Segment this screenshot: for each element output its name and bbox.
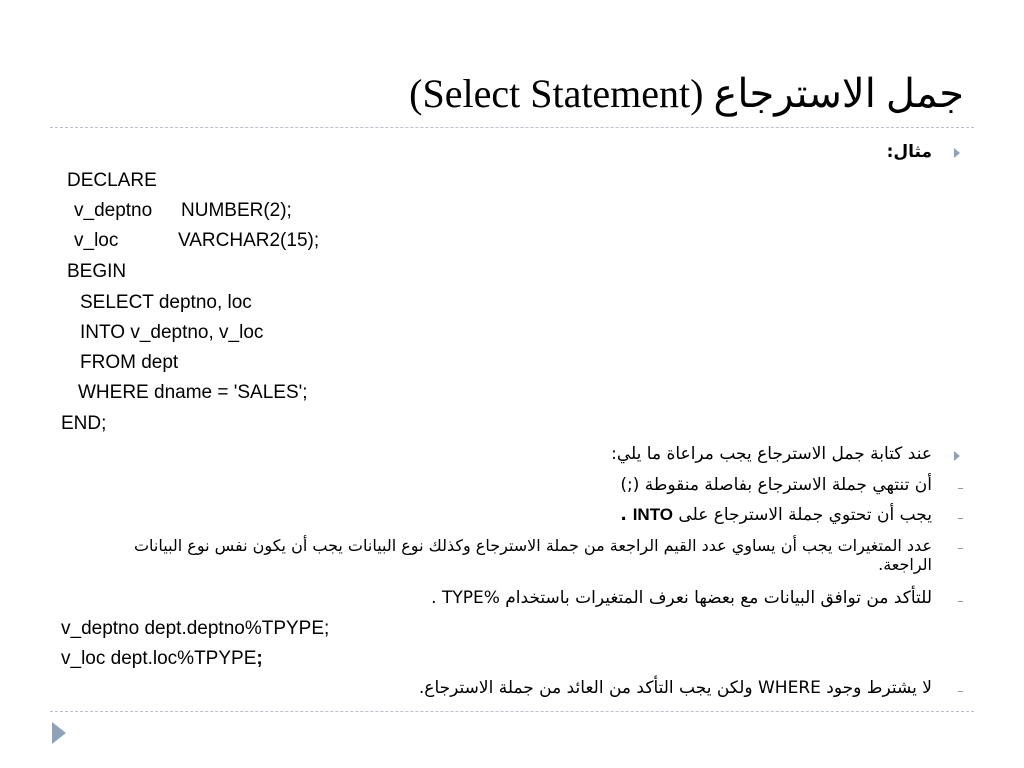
- code-from: FROM dept: [80, 352, 179, 373]
- code-var2-type: VARCHAR2(15);: [178, 230, 320, 251]
- type-example-loc: [61, 648, 263, 670]
- rule-into-text: يجب أن تحتوي جملة الاسترجاع على: [673, 505, 932, 525]
- rule-into-end: .: [620, 505, 633, 525]
- type-example-deptno: v_deptno dept.deptno%TPYPE;: [61, 618, 330, 639]
- code-var2-name: v_loc: [74, 230, 119, 251]
- code-declare: DECLARE: [67, 170, 157, 191]
- code-where: WHERE dname = 'SALES';: [78, 382, 308, 403]
- sub-bullet-dash-icon: [958, 488, 963, 489]
- title-divider: [50, 127, 974, 128]
- rule-semicolon: أن تنتهي جملة الاسترجاع بفاصلة منقوطة (;): [620, 475, 932, 495]
- bullet-triangle-icon: [954, 451, 960, 461]
- slide-title: جمل الاسترجاع (Select Statement): [409, 71, 964, 116]
- code-end: END;: [61, 413, 107, 434]
- rules-intro: عند كتابة جمل الاسترجاع يجب مراعاة ما يلي:: [611, 444, 932, 464]
- footer-divider: [50, 711, 974, 712]
- rule-where-optional: لا يشترط وجود WHERE ولكن يجب التأكد من العائد من جملة الاسترجاع.: [418, 678, 932, 698]
- sub-bullet-dash-icon: [958, 691, 963, 692]
- code-var1-name: v_deptno: [74, 200, 153, 221]
- type-example-loc-text: v_loc dept.loc%TPYPE: [61, 648, 257, 669]
- type-example-loc-semicolon: ;: [256, 648, 263, 669]
- code-into: INTO v_deptno, v_loc: [80, 322, 264, 343]
- example-label: مثال:: [886, 142, 932, 162]
- bullet-triangle-icon: [954, 148, 960, 158]
- code-var1-type: NUMBER(2);: [181, 200, 292, 221]
- rule-into: [620, 505, 932, 525]
- code-select: SELECT deptno, loc: [80, 292, 252, 313]
- sub-bullet-dash-icon: [958, 601, 963, 602]
- rule-variable-count: عدد المتغيرات يجب أن يساوي عدد القيم الراجعة من جملة الاسترجاع وكذلك نوع البيانات يجب أن يكون نفس نوع البيانات الراجعة.: [133, 536, 932, 574]
- rule-type-attribute: للتأكد من توافق البيانات مع بعضها نعرف المتغيرات باستخدام %TYPE .: [431, 588, 932, 608]
- next-slide-arrow-icon[interactable]: [52, 722, 66, 744]
- code-begin: BEGIN: [67, 261, 127, 282]
- sub-bullet-dash-icon: [958, 548, 963, 549]
- rule-into-keyword: INTO: [632, 505, 674, 524]
- sub-bullet-dash-icon: [958, 518, 963, 519]
